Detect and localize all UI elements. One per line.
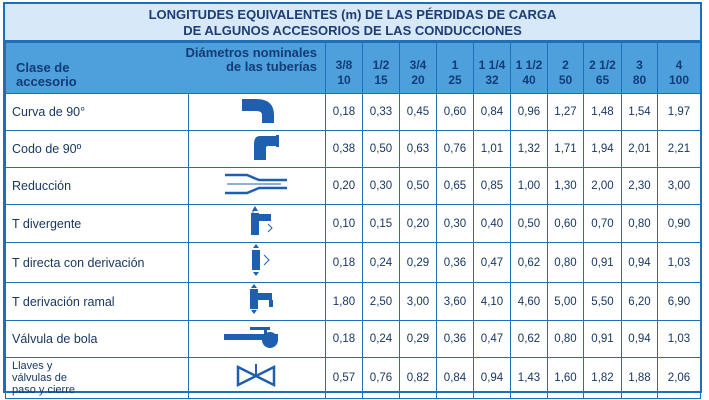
value-cell: 1,00 <box>511 168 548 205</box>
diameter-header: 3/8 10 <box>326 43 363 94</box>
value-cell: 0,63 <box>400 131 437 168</box>
value-cell: 0,38 <box>326 131 363 168</box>
value-cell: 0,76 <box>363 358 400 399</box>
value-cell: 1,60 <box>548 358 584 399</box>
diameter-header: 1/2 15 <box>363 43 400 94</box>
value-cell: 0,30 <box>437 205 474 243</box>
value-cell: 0,50 <box>363 131 400 168</box>
value-cell: 0,18 <box>326 321 363 358</box>
value-cell: 0,57 <box>326 358 363 399</box>
value-cell: 3,00 <box>400 283 437 321</box>
value-cell: 0,47 <box>474 321 511 358</box>
elbow-curve-icon <box>189 94 326 131</box>
header-diameters: Diámetros nominales de las tuberías <box>185 45 317 74</box>
value-cell: 0,84 <box>474 94 511 131</box>
value-cell: 5,00 <box>548 283 584 321</box>
diameter-header: 1 1/2 40 <box>511 43 548 94</box>
value-cell: 0,29 <box>400 243 437 283</box>
tee-straight-branch-icon <box>189 243 326 283</box>
value-cell: 0,62 <box>511 321 548 358</box>
value-cell: 1,80 <box>326 283 363 321</box>
title-line-1: LONGITUDES EQUIVALENTES (m) DE LAS PÉRDIDAS DE CARGA <box>148 7 557 22</box>
value-cell: 0,18 <box>326 243 363 283</box>
table-title <box>5 4 700 42</box>
accessory-name: Reducción <box>6 168 189 205</box>
value-cell: 0,20 <box>326 168 363 205</box>
value-cell: 3,60 <box>437 283 474 321</box>
table-row <box>6 94 701 131</box>
value-cell: 0,60 <box>548 205 584 243</box>
value-cell: 1,01 <box>474 131 511 168</box>
tee-branch-icon <box>189 283 326 321</box>
value-cell: 0,62 <box>511 243 548 283</box>
diameter-header: 2 50 <box>548 43 584 94</box>
value-cell: 2,06 <box>658 358 701 399</box>
table-row <box>6 168 701 205</box>
value-cell: 0,50 <box>400 168 437 205</box>
value-cell: 0,85 <box>474 168 511 205</box>
accessory-name: Codo de 90º <box>6 131 189 168</box>
value-cell: 1,30 <box>548 168 584 205</box>
value-cell: 2,01 <box>622 131 658 168</box>
value-cell: 4,10 <box>474 283 511 321</box>
value-cell: 0,91 <box>584 321 622 358</box>
value-cell: 1,03 <box>658 321 701 358</box>
value-cell: 0,18 <box>326 94 363 131</box>
table-frame <box>3 2 702 396</box>
diameter-header: 1 1/4 32 <box>474 43 511 94</box>
accessory-name: Llaves y válvulas de paso y cierre <box>6 358 189 399</box>
table-row <box>6 321 701 358</box>
table-row <box>6 131 701 168</box>
gate-valve-icon <box>189 358 326 399</box>
value-cell: 1,97 <box>658 94 701 131</box>
diameter-header: 3 80 <box>622 43 658 94</box>
value-cell: 2,21 <box>658 131 701 168</box>
value-cell: 0,10 <box>326 205 363 243</box>
value-cell: 0,84 <box>437 358 474 399</box>
table-row <box>6 205 701 243</box>
value-cell: 0,29 <box>400 321 437 358</box>
value-cell: 1,27 <box>548 94 584 131</box>
value-cell: 0,82 <box>400 358 437 399</box>
value-cell: 0,80 <box>622 205 658 243</box>
value-cell: 0,36 <box>437 321 474 358</box>
value-cell: 0,76 <box>437 131 474 168</box>
accessory-name: Curva de 90° <box>6 94 189 131</box>
value-cell: 2,30 <box>622 168 658 205</box>
value-cell: 6,90 <box>658 283 701 321</box>
value-cell: 1,82 <box>584 358 622 399</box>
value-cell: 0,36 <box>437 243 474 283</box>
table-row <box>6 283 701 321</box>
value-cell: 4,60 <box>511 283 548 321</box>
value-cell: 1,94 <box>584 131 622 168</box>
header-corner <box>6 43 326 94</box>
reducer-icon <box>189 168 326 205</box>
value-cell: 0,94 <box>622 321 658 358</box>
value-cell: 5,50 <box>584 283 622 321</box>
value-cell: 1,48 <box>584 94 622 131</box>
value-cell: 2,00 <box>584 168 622 205</box>
diameter-header: 2 1/2 65 <box>584 43 622 94</box>
value-cell: 1,03 <box>658 243 701 283</box>
diameter-header: 3/4 20 <box>400 43 437 94</box>
value-cell: 0,90 <box>658 205 701 243</box>
value-cell: 0,70 <box>584 205 622 243</box>
value-cell: 0,45 <box>400 94 437 131</box>
value-cell: 0,24 <box>363 243 400 283</box>
accessory-name: Válvula de bola <box>6 321 189 358</box>
table-row <box>6 358 701 399</box>
value-cell: 0,30 <box>363 168 400 205</box>
diameter-header: 4 100 <box>658 43 701 94</box>
value-cell: 0,47 <box>474 243 511 283</box>
value-cell: 0,80 <box>548 243 584 283</box>
header-accessory-class: Clase de accesorio <box>16 60 77 89</box>
value-cell: 0,94 <box>622 243 658 283</box>
value-cell: 0,40 <box>474 205 511 243</box>
value-cell: 0,24 <box>363 321 400 358</box>
ball-valve-icon <box>189 321 326 358</box>
table-row <box>6 243 701 283</box>
value-cell: 6,20 <box>622 283 658 321</box>
value-cell: 0,20 <box>400 205 437 243</box>
value-cell: 0,65 <box>437 168 474 205</box>
equivalent-length-table <box>5 42 701 399</box>
value-cell: 2,50 <box>363 283 400 321</box>
value-cell: 0,15 <box>363 205 400 243</box>
value-cell: 1,43 <box>511 358 548 399</box>
diameter-header: 1 25 <box>437 43 474 94</box>
value-cell: 1,71 <box>548 131 584 168</box>
value-cell: 1,54 <box>622 94 658 131</box>
accessory-name: T derivación ramal <box>6 283 189 321</box>
value-cell: 3,00 <box>658 168 701 205</box>
value-cell: 0,60 <box>437 94 474 131</box>
tee-divergent-icon <box>189 205 326 243</box>
accessory-name: T divergente <box>6 205 189 243</box>
value-cell: 0,91 <box>584 243 622 283</box>
value-cell: 0,33 <box>363 94 400 131</box>
accessory-name: T directa con derivación <box>6 243 189 283</box>
elbow-90-icon <box>189 131 326 168</box>
value-cell: 1,88 <box>622 358 658 399</box>
value-cell: 0,80 <box>548 321 584 358</box>
value-cell: 1,32 <box>511 131 548 168</box>
value-cell: 0,50 <box>511 205 548 243</box>
title-line-2: DE ALGUNOS ACCESORIOS DE LAS CONDUCCIONES <box>183 23 522 38</box>
value-cell: 0,94 <box>474 358 511 399</box>
value-cell: 0,96 <box>511 94 548 131</box>
